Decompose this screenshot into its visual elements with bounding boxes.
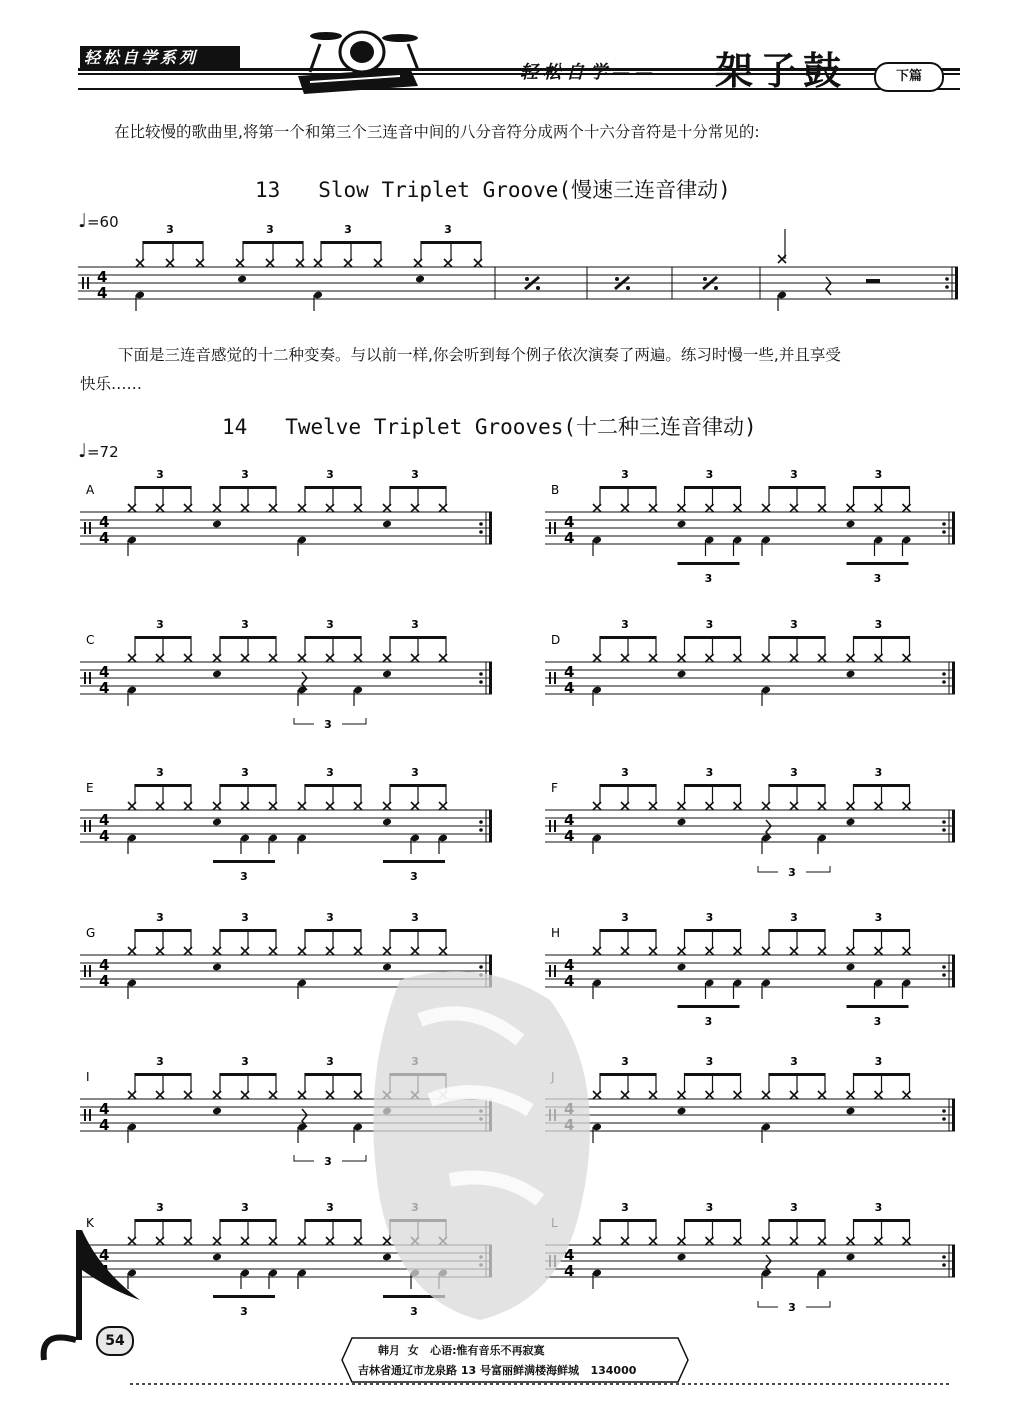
groove-label: B (551, 483, 560, 497)
triplet-number: 3 (156, 468, 164, 481)
triplet-number: 3 (790, 1055, 798, 1068)
footer-line2: 吉林省通辽市龙泉路 13 号富丽鲜满楼海鲜城 134000 (358, 1364, 637, 1377)
time-signature-top: 4 (99, 811, 110, 829)
triplet-number: 3 (874, 1055, 883, 1068)
note-beam (769, 929, 825, 932)
triplet-number: 3 (874, 911, 883, 924)
time-signature-bottom: 4 (99, 972, 110, 990)
triplet-number: 3 (705, 468, 714, 481)
repeat-dot (479, 672, 483, 676)
triplet-number: 3 (156, 1055, 164, 1068)
note-beam (135, 784, 191, 787)
note-beam (685, 486, 741, 489)
repeat-dot (942, 965, 946, 969)
snare-note (382, 520, 392, 529)
groove-label: G (86, 926, 96, 940)
snare-note (676, 1253, 686, 1262)
percussion-clef (89, 965, 91, 977)
note-beam (220, 1073, 276, 1076)
snare-note (212, 818, 222, 827)
triplet-number: 3 (411, 618, 419, 631)
percussion-clef (84, 820, 86, 832)
final-barline (952, 955, 955, 987)
groove-label: A (86, 483, 95, 497)
note-beam (220, 929, 276, 932)
triplet-number: 3 (790, 911, 798, 924)
snare-note (212, 520, 222, 529)
triplet-number: 3 (240, 870, 248, 883)
repeat-dot (479, 680, 483, 684)
triplet-number: 3 (790, 468, 798, 481)
repeat-dot (479, 828, 483, 832)
para2-line2: 快乐…… (80, 375, 143, 393)
groove-label: I (86, 1070, 90, 1084)
triplet-number: 3 (705, 1201, 714, 1214)
volume-badge: 下篇 (874, 62, 944, 92)
snare-note (845, 670, 855, 679)
groove-label: F (551, 781, 558, 795)
repeat-dot (479, 530, 483, 534)
repeat-dot (942, 1109, 946, 1113)
snare-note (845, 1107, 855, 1116)
note-beam (390, 929, 446, 932)
note-beam (678, 562, 740, 565)
half-rest (866, 279, 880, 283)
repeat-dot (714, 286, 718, 290)
snare-note (676, 670, 686, 679)
footer-dotted-rule (130, 1382, 950, 1386)
snare-note (237, 275, 247, 284)
note-beam (321, 241, 381, 244)
ex14-tempo: ♩=72 (78, 440, 119, 462)
repeat-dot (945, 277, 949, 281)
note-beam (685, 784, 741, 787)
final-barline (489, 512, 492, 544)
triplet-number: 3 (326, 911, 334, 924)
time-signature-top: 4 (97, 268, 108, 286)
snare-note (676, 1107, 686, 1116)
note-beam (220, 486, 276, 489)
triplet-number: 3 (873, 1015, 882, 1028)
note-beam (769, 486, 825, 489)
time-signature-top: 4 (564, 513, 575, 531)
snare-note (382, 818, 392, 827)
note-beam (854, 486, 910, 489)
final-barline (952, 1099, 955, 1131)
triplet-number: 3 (704, 1015, 713, 1028)
ex13-tempo: ♩=60 (78, 210, 119, 232)
quarter-note-icon: ♩ (78, 440, 87, 462)
triplet-number: 3 (621, 766, 629, 779)
page-number: 54 (96, 1326, 134, 1356)
final-barline (952, 1245, 955, 1277)
time-signature-top: 4 (99, 663, 110, 681)
groove-label: K (86, 1216, 94, 1230)
triplet-number: 3 (705, 766, 714, 779)
note-beam (305, 784, 361, 787)
percussion-clef (554, 820, 556, 832)
note-beam (685, 1219, 741, 1222)
note-beam (678, 1005, 740, 1008)
snare-note (845, 1253, 855, 1262)
note-beam (243, 241, 303, 244)
quarter-note-icon: ♩ (78, 210, 87, 232)
time-signature-bottom: 4 (564, 827, 575, 845)
note-beam (135, 1219, 191, 1222)
repeat-dot (942, 828, 946, 832)
note-beam (854, 636, 910, 639)
note-beam (769, 636, 825, 639)
triplet-number: 3 (156, 766, 164, 779)
note-beam (854, 929, 910, 932)
snare-note (212, 963, 222, 972)
triplet-number: 3 (621, 911, 629, 924)
time-signature-bottom: 4 (99, 827, 110, 845)
snare-note (845, 520, 855, 529)
time-signature-top: 4 (99, 956, 110, 974)
note-beam (305, 1073, 361, 1076)
note-beam (390, 486, 446, 489)
groove-label: C (86, 633, 95, 647)
percussion-clef (84, 1109, 86, 1121)
triplet-number: 3 (411, 468, 419, 481)
triplet-number: 3 (324, 1155, 332, 1168)
triplet-number: 3 (241, 618, 249, 631)
repeat-dot (942, 973, 946, 977)
triplet-number: 3 (874, 766, 883, 779)
note-beam (769, 784, 825, 787)
triplet-number: 3 (874, 618, 883, 631)
triplet-number: 3 (621, 1055, 629, 1068)
note-beam (685, 1073, 741, 1076)
note-beam (847, 1005, 909, 1008)
note-beam (769, 1219, 825, 1222)
note-beam (135, 486, 191, 489)
note-beam (213, 860, 275, 863)
triplet-number: 3 (444, 223, 452, 236)
note-beam (143, 241, 203, 244)
note-beam (220, 1219, 276, 1222)
note-beam (685, 929, 741, 932)
note-beam (135, 636, 191, 639)
snare-note (676, 520, 686, 529)
time-signature-top: 4 (99, 1246, 110, 1264)
note-beam (305, 636, 361, 639)
triplet-number: 3 (411, 911, 419, 924)
triplet-number: 3 (326, 1201, 334, 1214)
triplet-number: 3 (324, 718, 332, 731)
final-barline (489, 810, 492, 842)
snare-note (212, 1107, 222, 1116)
note-beam (769, 1073, 825, 1076)
note-beam (213, 1295, 275, 1298)
triplet-number: 3 (874, 1201, 883, 1214)
note-beam (600, 929, 656, 932)
triplet-number: 3 (326, 1055, 334, 1068)
percussion-clef (84, 672, 86, 684)
triplet-number: 3 (241, 1201, 249, 1214)
groove-label: H (551, 926, 561, 940)
percussion-clef (84, 522, 86, 534)
percussion-clef (89, 820, 91, 832)
note-beam (305, 1219, 361, 1222)
repeat-dot (942, 820, 946, 824)
watermark-seal (360, 960, 610, 1330)
note-beam (854, 1219, 910, 1222)
time-signature-top: 4 (564, 956, 575, 974)
triplet-number: 3 (705, 911, 714, 924)
snare-note (212, 1253, 222, 1262)
repeat-dot (942, 1117, 946, 1121)
time-signature-top: 4 (564, 1246, 575, 1264)
triplet-number: 3 (410, 870, 418, 883)
triplet-number: 3 (326, 618, 334, 631)
note-beam (600, 486, 656, 489)
percussion-clef (549, 820, 551, 832)
snare-note (676, 963, 686, 972)
repeat-dot (615, 277, 619, 281)
time-signature-bottom: 4 (99, 1116, 110, 1134)
repeat-dot (942, 672, 946, 676)
ex14-title-text: Twelve Triplet Grooves(十二种三连音律动) (285, 415, 757, 439)
triplet-number: 3 (156, 1201, 164, 1214)
note-beam (854, 1073, 910, 1076)
percussion-clef (554, 672, 556, 684)
time-signature-top: 4 (99, 1100, 110, 1118)
note-beam (390, 636, 446, 639)
percussion-clef (87, 277, 89, 289)
triplet-number: 3 (874, 468, 883, 481)
time-signature-top: 4 (564, 811, 575, 829)
triplet-number: 3 (788, 1301, 796, 1314)
triplet-number: 3 (240, 1305, 248, 1318)
triplet-number: 3 (790, 766, 798, 779)
percussion-clef (554, 522, 556, 534)
repeat-dot (942, 680, 946, 684)
triplet-number: 3 (156, 618, 164, 631)
note-beam (383, 860, 445, 863)
note-beam (305, 929, 361, 932)
time-signature-bottom: 4 (97, 284, 108, 302)
header-main-title: 架子鼓 (715, 48, 848, 93)
header-subtitle: 轻松自学—— (520, 62, 658, 83)
repeat-dot (525, 277, 529, 281)
time-signature-bottom: 4 (564, 529, 575, 547)
note-beam (847, 562, 909, 565)
percussion-clef (89, 1109, 91, 1121)
snare-note (845, 963, 855, 972)
triplet-number: 3 (241, 1055, 249, 1068)
percussion-clef (549, 522, 551, 534)
note-beam (390, 784, 446, 787)
triplet-number: 3 (873, 572, 882, 585)
series-tag: 轻松自学系列 (80, 46, 240, 70)
repeat-dot (703, 277, 707, 281)
triplet-number: 3 (410, 1305, 418, 1318)
percussion-clef (89, 672, 91, 684)
repeat-dot (945, 285, 949, 289)
snare-note (382, 670, 392, 679)
groove-label: D (551, 633, 561, 647)
snare-note (845, 818, 855, 827)
percussion-clef (89, 522, 91, 534)
time-signature-bottom: 4 (564, 679, 575, 697)
note-beam (135, 1073, 191, 1076)
time-signature-bottom: 4 (99, 529, 110, 547)
triplet-number: 3 (704, 572, 713, 585)
time-signature-top: 4 (99, 513, 110, 531)
triplet-number: 3 (621, 618, 629, 631)
ex13-number: 13 (255, 178, 281, 202)
ex14-number: 14 (222, 415, 248, 439)
percussion-clef (84, 965, 86, 977)
triplet-number: 3 (326, 766, 334, 779)
triplet-number: 3 (621, 1201, 629, 1214)
triplet-number: 3 (326, 468, 334, 481)
snare-note (212, 670, 222, 679)
snare-note (676, 818, 686, 827)
time-signature-bottom: 4 (564, 972, 575, 990)
triplet-number: 3 (788, 866, 796, 879)
time-signature-top: 4 (564, 663, 575, 681)
triplet-number: 3 (790, 618, 798, 631)
ex13-title-text: Slow Triplet Groove(慢速三连音律动) (318, 178, 731, 202)
triplet-number: 3 (241, 911, 249, 924)
snare-note (415, 275, 425, 284)
triplet-number: 3 (411, 766, 419, 779)
repeat-dot (536, 286, 540, 290)
final-barline (952, 512, 955, 544)
note-beam (305, 486, 361, 489)
note-beam (220, 636, 276, 639)
final-barline (952, 810, 955, 842)
note-beam (600, 636, 656, 639)
note-beam (421, 241, 481, 244)
triplet-number: 3 (156, 911, 164, 924)
final-barline (955, 267, 958, 299)
repeat-dot (942, 522, 946, 526)
groove-label: E (86, 781, 94, 795)
time-signature-bottom: 4 (99, 679, 110, 697)
triplet-number: 3 (790, 1201, 798, 1214)
triplet-number: 3 (166, 223, 174, 236)
intro-paragraph: 在比较慢的歌曲里,将第一个和第三个三连音中间的八分音符分成两个十六分音符是十分常见的: (114, 123, 760, 141)
percussion-clef (549, 672, 551, 684)
note-beam (854, 784, 910, 787)
footer-line1: 韩月 女 心语:惟有音乐不再寂寞 (378, 1344, 545, 1357)
triplet-number: 3 (241, 468, 249, 481)
time-signature-bottom: 4 (564, 1262, 575, 1280)
final-barline (489, 662, 492, 694)
note-beam (220, 784, 276, 787)
repeat-dot (626, 286, 630, 290)
triplet-number: 3 (621, 468, 629, 481)
quarter-rest (826, 277, 831, 295)
para2-line1: 下面是三连音感觉的十二种变奏。与以前一样,你会听到每个例子依次演奏了两遍。练习时慢一些,并且享受 (118, 346, 841, 364)
triplet-number: 3 (344, 223, 352, 236)
percussion-clef (82, 277, 84, 289)
final-barline (952, 662, 955, 694)
repeat-dot (479, 820, 483, 824)
repeat-dot (942, 1255, 946, 1259)
note-beam (600, 784, 656, 787)
repeat-dot (942, 530, 946, 534)
triplet-number: 3 (241, 766, 249, 779)
triplet-number: 3 (705, 1055, 714, 1068)
note-beam (135, 929, 191, 932)
triplet-number: 3 (705, 618, 714, 631)
note-beam (685, 636, 741, 639)
repeat-dot (479, 522, 483, 526)
repeat-dot (942, 1263, 946, 1267)
triplet-number: 3 (266, 223, 274, 236)
